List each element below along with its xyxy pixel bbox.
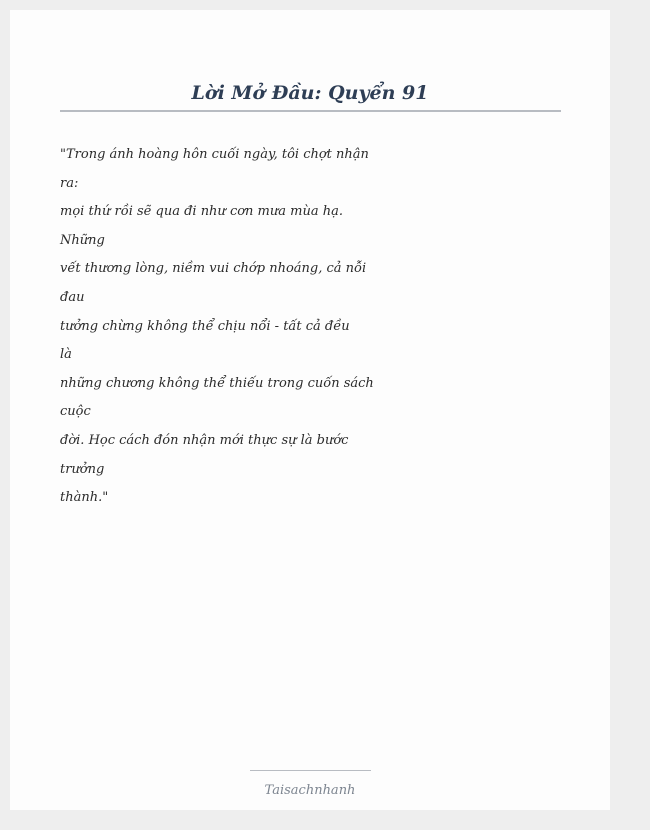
poem-line: "Trong ánh hoàng hôn cuối ngày, tôi chợt nhận bbox=[60, 147, 369, 162]
poem-line: đời. Học cách đón nhận mới thực sự là bước bbox=[60, 432, 349, 448]
poem-line: là bbox=[60, 347, 72, 363]
footer-divider bbox=[250, 770, 371, 771]
poem-line: tưởng chừng không thể chịu nổi - tất cả đều bbox=[60, 318, 350, 334]
footer-source: Taisachnhanh bbox=[264, 783, 356, 798]
poem-line: ra: bbox=[60, 175, 79, 191]
poem-line: cuộc bbox=[60, 404, 91, 420]
poem-line: thành." bbox=[60, 490, 109, 506]
poem-line: trưởng bbox=[60, 461, 105, 477]
poem-line: mọi thứ rồi sẽ qua đi như cơn mưa mùa hạ. bbox=[60, 204, 343, 220]
poem-line: vết thương lòng, niềm vui chớp nhoáng, cả nỗi bbox=[60, 261, 367, 277]
title-divider bbox=[60, 110, 561, 112]
poem-line: những chương không thể thiếu trong cuốn sách bbox=[60, 375, 374, 391]
poem-text bbox=[60, 141, 374, 513]
page-title: Lời Mở Đầu: Quyển 91 bbox=[191, 82, 429, 104]
document-page bbox=[10, 10, 610, 810]
poem-line: đau bbox=[60, 289, 85, 305]
poem-line: Những bbox=[60, 232, 105, 248]
